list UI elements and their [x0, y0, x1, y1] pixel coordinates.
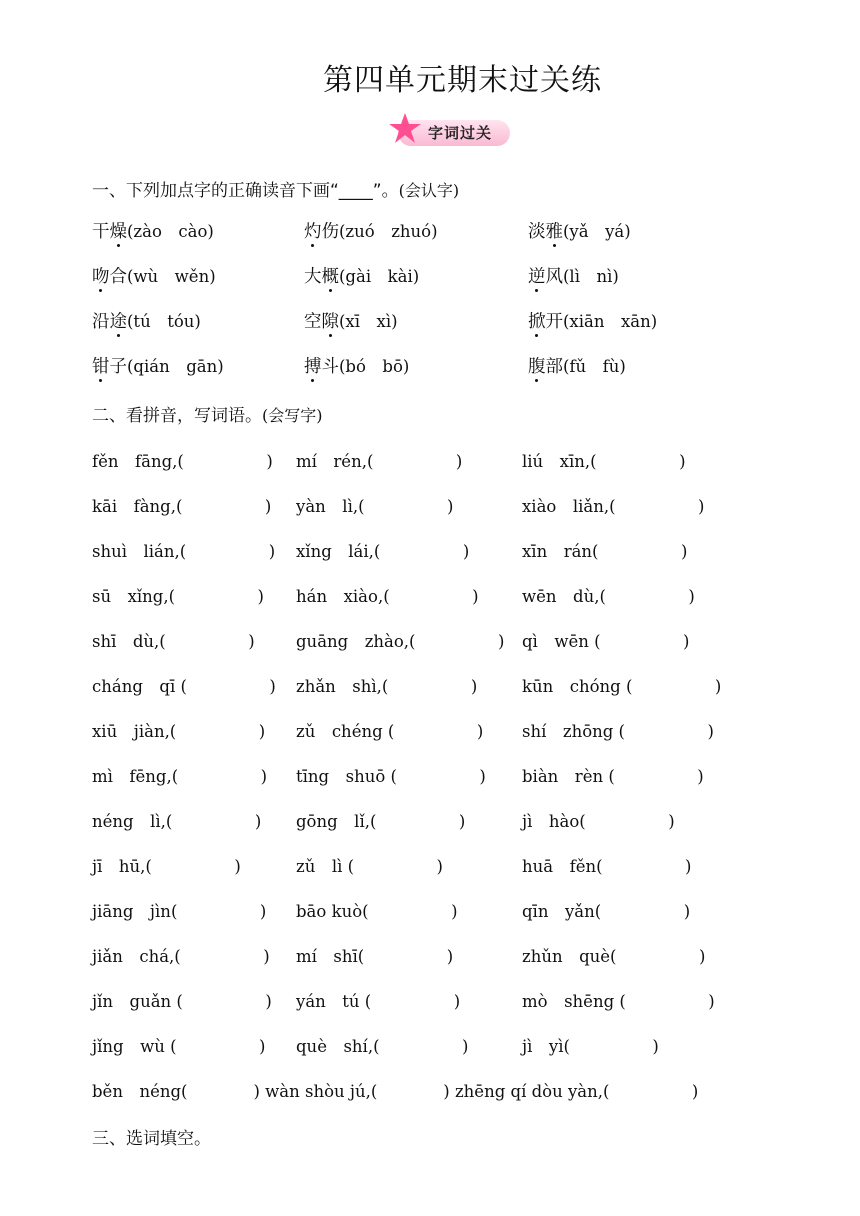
pinyin-item: mò shēng ( )	[522, 992, 715, 1011]
page-title: 第四单元期末过关练	[323, 63, 602, 98]
reading-item	[92, 353, 224, 378]
pinyin-item: jì hào( )	[522, 812, 675, 831]
pinyin-item: xiū jiàn,( )	[92, 722, 266, 741]
star-icon	[388, 112, 422, 146]
section2-note: (会写字)	[262, 406, 323, 425]
pinyin-options: (wù wěn)	[127, 267, 216, 286]
pinyin-item: jì yì( )	[522, 1037, 659, 1056]
dotted-character: 隙	[322, 308, 340, 333]
dotted-character: 燥	[110, 218, 128, 243]
pinyin-item: mì fēng,( )	[92, 767, 268, 786]
pinyin-item: jǐng wù ( )	[92, 1037, 266, 1056]
pinyin-options: (gài kài)	[339, 267, 420, 286]
reading-item	[528, 263, 619, 288]
reading-item	[92, 263, 216, 288]
pinyin-item: zǔ lì ( )	[296, 857, 443, 876]
word-prefix: 淡	[528, 222, 546, 242]
pinyin-options: (zuó zhuó)	[339, 222, 438, 241]
pinyin-item: yàn lì,( )	[296, 497, 454, 516]
pinyin-item: shuì lián,( )	[92, 542, 276, 561]
pinyin-item: sū xǐng,( )	[92, 587, 264, 606]
pinyin-options: (yǎ yá)	[563, 222, 631, 241]
pinyin-item: zǔ chéng ( )	[296, 722, 484, 741]
pinyin-item: cháng qī ( )	[92, 677, 276, 696]
pinyin-options: (xiān xān)	[563, 312, 658, 331]
pinyin-item: xǐng lái,( )	[296, 542, 470, 561]
reading-item	[528, 218, 631, 243]
pinyin-item: hán xiào,( )	[296, 587, 479, 606]
word-suffix: 部	[545, 357, 563, 377]
word-suffix: 合	[109, 267, 127, 287]
dotted-character: 吻	[92, 263, 110, 288]
pinyin-options: (tú tóu)	[127, 312, 201, 331]
reading-item	[304, 308, 398, 333]
badge-label: 字词过关	[428, 124, 493, 142]
reading-item	[92, 308, 201, 333]
word-prefix: 大	[304, 267, 322, 287]
section-badge	[388, 112, 512, 150]
pinyin-item: kāi fàng,( )	[92, 497, 272, 516]
pinyin-item: qì wēn ( )	[522, 632, 690, 651]
pinyin-item: fěn fāng,( )	[92, 452, 273, 471]
pinyin-item: néng lì,( )	[92, 812, 262, 831]
word-suffix: 开	[545, 312, 563, 332]
reading-item	[304, 218, 438, 243]
pinyin-item: qīn yǎn( )	[522, 902, 691, 921]
pinyin-item: huā fěn( )	[522, 857, 692, 876]
pinyin-options: (xī xì)	[339, 312, 398, 331]
pinyin-options: (fǔ fù)	[563, 357, 626, 376]
pinyin-options: (lì nì)	[563, 267, 619, 286]
pinyin-item: jiāng jìn( )	[92, 902, 267, 921]
pinyin-options: (bó bō)	[339, 357, 410, 376]
pinyin-item: běn néng( ) wàn shòu jú,( ) zhēng qí dòu yàn,( )	[92, 1082, 699, 1101]
dotted-character: 搏	[304, 353, 322, 378]
reading-item	[92, 218, 214, 243]
pinyin-item: liú xīn,( )	[522, 452, 686, 471]
reading-item	[304, 353, 409, 378]
pinyin-item: mí shī( )	[296, 947, 454, 966]
dotted-character: 概	[322, 263, 340, 288]
pinyin-item: xīn rán( )	[522, 542, 688, 561]
pinyin-options: (zào cào)	[127, 222, 214, 241]
dotted-character: 掀	[528, 308, 546, 333]
word-prefix: 干	[92, 222, 110, 242]
dotted-character: 腹	[528, 353, 546, 378]
pinyin-item: gōng lǐ,( )	[296, 812, 466, 831]
pinyin-item: xiào liǎn,( )	[522, 497, 705, 516]
reading-item	[528, 353, 626, 378]
pinyin-item: jī hū,( )	[92, 857, 241, 876]
reading-item	[528, 308, 657, 333]
word-suffix: 伤	[321, 222, 339, 242]
dotted-character: 钳	[92, 353, 110, 378]
dotted-character: 灼	[304, 218, 322, 243]
pinyin-item: zhǎn shì,( )	[296, 677, 478, 696]
pinyin-item: jǐn guǎn ( )	[92, 992, 272, 1011]
pinyin-item: bāo kuò( )	[296, 902, 458, 921]
dotted-character: 逆	[528, 263, 546, 288]
word-prefix: 沿	[92, 312, 110, 332]
section1-heading: 一、下列加点字的正确读音下画“____”。(会认字)	[92, 181, 460, 201]
pinyin-item: guāng zhào,( )	[296, 632, 505, 651]
section1-note: (会认字)	[398, 181, 460, 200]
pinyin-item: yán tú ( )	[296, 992, 461, 1011]
word-prefix: 空	[304, 312, 322, 332]
reading-item	[304, 263, 419, 288]
word-suffix: 风	[545, 267, 563, 287]
pinyin-item: wēn dù,( )	[522, 587, 695, 606]
pinyin-item: shí zhōng ( )	[522, 722, 714, 741]
dotted-character: 雅	[546, 218, 564, 243]
section2-heading: 二、看拼音，写词语。(会写字)	[92, 406, 323, 426]
pinyin-item: mí rén,( )	[296, 452, 463, 471]
word-suffix: 子	[109, 357, 127, 377]
word-suffix: 斗	[321, 357, 339, 377]
pinyin-item: biàn rèn ( )	[522, 767, 704, 786]
pinyin-options: (qián gān)	[127, 357, 224, 376]
pinyin-item: jiǎn chá,( )	[92, 947, 270, 966]
pinyin-item: zhǔn què( )	[522, 947, 706, 966]
pinyin-item: kūn chóng ( )	[522, 677, 722, 696]
pinyin-item: shī dù,( )	[92, 632, 255, 651]
dotted-character: 途	[110, 308, 128, 333]
pinyin-item: què shí,( )	[296, 1037, 469, 1056]
pinyin-item: tīng shuō ( )	[296, 767, 486, 786]
section3-heading: 三、选词填空。	[92, 1129, 211, 1149]
